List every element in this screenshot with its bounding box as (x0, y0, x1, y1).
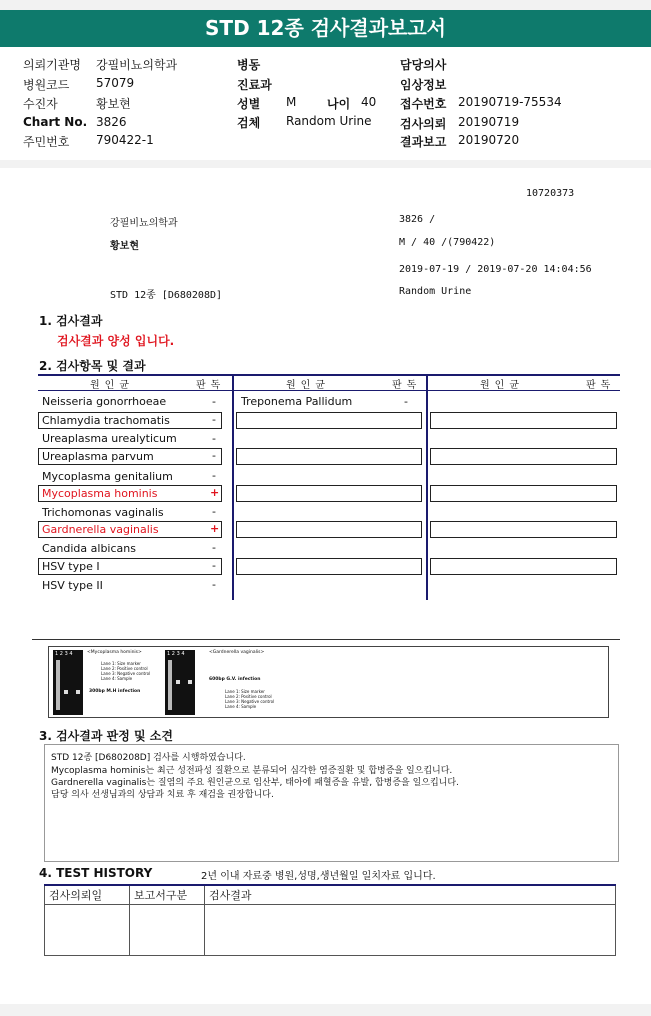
report-dates: 2019-07-19 / 2019-07-20 14:04:56 (399, 264, 592, 275)
gel-left (53, 650, 83, 715)
header-ward-label: 병동 (237, 58, 261, 72)
gel-electrophoresis-image (48, 646, 609, 718)
header-report-label: 결과보고 (400, 135, 447, 149)
section-3-title: 3. 검사결과 판정 및 소견 (39, 729, 173, 743)
opinion-line: Gardnerella vaginalis는 질염의 주요 원인균으로 임산부, 태아에 패혈증을 유발, 합병증을 일으킵니다. (51, 778, 459, 788)
section-gap (0, 160, 651, 168)
lane-numbers-right: 1 2 3 4 (167, 651, 185, 657)
col3-header-result: 판독 (586, 380, 616, 391)
pathogen-name: HSV type I (42, 560, 100, 573)
pathogen-name: Neisseria gonorrhoeae (42, 395, 167, 408)
pathogen-result: - (212, 413, 216, 426)
history-col-report-type: 보고서구분 (130, 885, 205, 905)
history-col-result: 검사결과 (205, 885, 616, 905)
header-age-label: 나이 (327, 97, 351, 111)
pathogen-name: HSV type II (42, 579, 103, 592)
header-chart-label: Chart No. (23, 115, 88, 129)
gel-lane (168, 660, 172, 710)
col2-header-result: 판독 (392, 380, 422, 391)
header-dept-label: 진료과 (237, 78, 272, 92)
top-frame (0, 0, 651, 10)
pathogen-result: - (212, 578, 216, 591)
gel-band (64, 690, 68, 694)
gel-band (176, 680, 180, 684)
header-rrn-label: 주민번호 (23, 135, 70, 149)
report-sex-age: M / 40 /(790422) (399, 237, 496, 248)
history-cell (130, 905, 205, 956)
header-receipt-label: 접수번호 (400, 97, 447, 111)
gel-right-band-label: 600bp G.V. infection (209, 677, 261, 682)
col1-header-name: 원인균 (90, 380, 134, 391)
gel-right (165, 650, 195, 715)
pathogen-name: Ureaplasma urealyticum (42, 432, 177, 445)
header-chart-value: 3826 (96, 115, 127, 129)
pathogen-result-positive: + (210, 522, 220, 535)
report-clinic: 강필비뇨의학과 (110, 218, 178, 229)
opinion-line: STD 12종 [D680208D] 검사를 시행하였습니다. (51, 753, 246, 763)
pathogen-name: Chlamydia trachomatis (42, 414, 170, 427)
grid-divider-1 (232, 374, 234, 600)
report-specimen: Random Urine (399, 286, 472, 297)
lane-numbers-left: 1 2 3 4 (55, 651, 73, 657)
section-4-title: 4. TEST HISTORY (39, 866, 153, 880)
pathogen-name-positive: Gardnerella vaginalis (42, 523, 159, 536)
gel-legend-line: Lane 4: Sample (225, 704, 257, 709)
col3-header-name: 원인균 (480, 380, 524, 391)
header-patient-value: 황보현 (96, 97, 131, 111)
opinion-line: Mycoplasma hominis는 최근 성전파성 질환으로 분류되어 심각한 염증질환 및 합병증을 일으킵니다. (51, 766, 453, 776)
header-specimen-label: 검체 (237, 116, 261, 130)
col1-header-result: 판독 (196, 380, 226, 391)
empty-row-box (236, 412, 422, 429)
pathogen-name: Ureaplasma parvum (42, 450, 154, 463)
bottom-frame (0, 1004, 651, 1016)
empty-row-box (430, 448, 617, 465)
gel-legend-line: Lane 1: Size marker (225, 689, 265, 694)
pathogen-result: - (212, 432, 216, 445)
grid-divider-2 (426, 374, 428, 600)
gel-left-band-label: 300bp M.H infection (89, 689, 141, 694)
header-specimen-value: Random Urine (286, 114, 372, 128)
pathogen-result: - (212, 505, 216, 518)
gel-legend-line: Lane 2: Positive control (101, 666, 148, 671)
gel-left-title: <Mycoplasma hominis> (87, 650, 142, 655)
empty-row-box (236, 558, 422, 575)
history-cell (205, 905, 616, 956)
section-2-title: 2. 검사항목 및 결과 (39, 359, 146, 373)
history-col-request-date: 검사의뢰일 (45, 885, 130, 905)
gel-lane (56, 660, 60, 710)
pathogen-name-positive: Mycoplasma hominis (42, 487, 158, 500)
gel-band (76, 690, 80, 694)
header-hospital-code-value: 57079 (96, 76, 135, 90)
pathogen-name: Mycoplasma genitalium (42, 470, 173, 483)
header-age-value: 40 (361, 95, 377, 109)
section-4-note: 2년 이내 자료중 병원,성명,생년월일 일치자료 입니다. (201, 871, 436, 882)
pathogen-result: - (212, 469, 216, 482)
pathogen-name: Treponema Pallidum (241, 395, 353, 408)
empty-row-box (236, 485, 422, 502)
gel-legend-line: Lane 3: Negative control (225, 699, 275, 704)
empty-row-box (430, 521, 617, 538)
gel-separator (32, 639, 620, 640)
gel-legend-line: Lane 4: Sample (101, 676, 133, 681)
history-header-row (45, 885, 616, 905)
header-report-value: 20190720 (458, 133, 520, 147)
header-patient-label: 수진자 (23, 97, 58, 111)
report-number: 10720373 (526, 188, 575, 199)
header-hospital-code-label: 병원코드 (23, 78, 70, 92)
empty-row-box (430, 485, 617, 502)
header-rrn-value: 790422-1 (96, 133, 154, 147)
header-sex-label: 성별 (237, 97, 261, 111)
header-request-label: 검사의뢰 (400, 117, 447, 131)
gel-legend-line: Lane 1: Size marker (101, 661, 141, 666)
pathogen-name: Candida albicans (42, 542, 136, 555)
header-request-value: 20190719 (458, 115, 520, 129)
section-1-result: 검사결과 양성 입니다. (57, 334, 175, 348)
report-test: STD 12종 [D680208D] (110, 290, 223, 301)
pathogen-result: - (212, 449, 216, 462)
pathogen-result: - (212, 541, 216, 554)
opinion-line: 담당 의사 선생님과의 상담과 치료 후 재검을 권장합니다. (51, 790, 274, 800)
empty-row-box (236, 448, 422, 465)
pathogen-result-positive: + (210, 486, 220, 499)
history-empty-row (45, 905, 616, 956)
empty-row-box (430, 412, 617, 429)
header-doctor-label: 담당의사 (400, 58, 447, 72)
gel-legend-line: Lane 2: Positive control (225, 694, 272, 699)
gel-band (188, 680, 192, 684)
header-clinic-label: 의뢰기관명 (23, 58, 81, 72)
empty-row-box (236, 521, 422, 538)
header-clinic-value: 강필비뇨의학과 (96, 58, 178, 72)
gel-right-title: <Gardnerella vaginalis> (209, 650, 265, 655)
empty-row-box (430, 558, 617, 575)
col2-header-name: 원인균 (286, 380, 330, 391)
history-table (44, 884, 616, 956)
pathogen-result: - (404, 395, 408, 408)
section-1-title: 1. 검사결과 (39, 314, 103, 328)
pathogen-result: - (212, 559, 216, 572)
opinion-box (44, 744, 619, 862)
report-title: STD 12종 검사결과보고서 (0, 10, 651, 47)
gel-legend-line: Lane 3: Negative control (101, 671, 151, 676)
header-receipt-value: 20190719-75534 (458, 95, 562, 109)
header-sex-value: M (286, 95, 297, 109)
history-cell (45, 905, 130, 956)
header-clinical-info-label: 임상정보 (400, 78, 447, 92)
report-patient: 황보현 (110, 241, 139, 252)
report-chart: 3826 / (399, 214, 436, 225)
pathogen-result: - (212, 395, 216, 408)
pathogen-name: Trichomonas vaginalis (42, 506, 164, 519)
